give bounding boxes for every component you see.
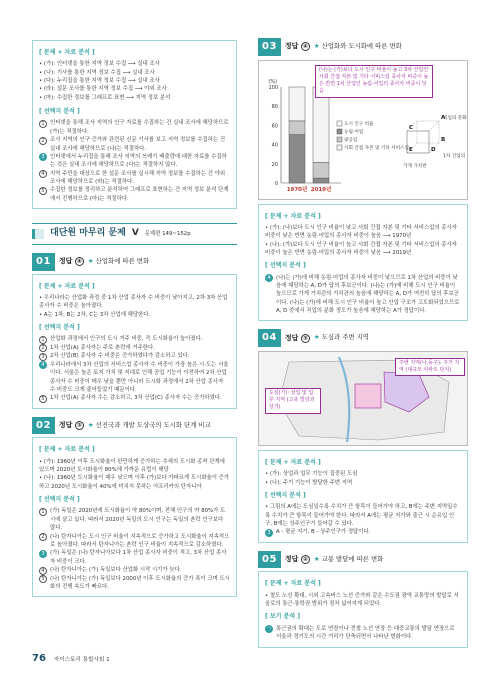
star-icon: ★ (313, 554, 320, 563)
cube-axis-label: 가게 가치관 (403, 163, 427, 169)
choice-number: 4 (39, 567, 47, 575)
choice-number: 2 (39, 137, 47, 145)
question-number: 05 (258, 551, 281, 569)
choice-text: (나) 탄자니아는 (가) 독일보다 2000년 이후 도시화율의 증가 폭이 크며 도시화의 진행 속도가 빠르다. (50, 575, 230, 590)
legend-label: 광공업 (344, 137, 358, 143)
choice-number: 1 (39, 508, 47, 516)
choice-number: 3 (39, 153, 47, 161)
question-title: ★ 선진국과 개발 도상국의 도시화 단계 비교 (87, 420, 211, 429)
question-02-header (32, 417, 237, 435)
choice-item (39, 335, 230, 344)
figure-callout: (나)는 (가)보다 도시 인구 비율이 높고 3차 산업인 사회 간접 자본 및 기타 서비스업 종사자 비중이 높은 반면 1차 산업인 농림·어업의 종사자 비중이 낮음 (315, 65, 433, 98)
choice-item (39, 119, 230, 136)
y-axis-unit: (%) (268, 78, 277, 85)
choice-number: 2 (39, 533, 47, 541)
choice-item (39, 361, 230, 395)
choice-number: 4 (39, 170, 47, 178)
x-category-label: 1970년 (286, 186, 308, 193)
choice-text: 1차 산업(A) 종사자는 주로 촌락에 거주한다. (50, 344, 155, 351)
chapter-review-banner (32, 223, 237, 245)
q05-box (258, 571, 468, 647)
choices-list (265, 503, 461, 537)
y-tick-label: 100 (268, 84, 278, 91)
legend-swatch (337, 129, 342, 134)
choice-number: 5 (39, 395, 47, 403)
choice-number: 3 (39, 550, 47, 558)
cube-axis-label: 직업의 분화 (443, 115, 467, 121)
right-map-callout: 주변 지역(나,동구): 주거 지역 (대규모 아파트 단지) (395, 358, 465, 377)
choice-item (39, 575, 230, 592)
analysis-tag: [ 문제 + 자료 분석 ] (39, 49, 95, 56)
question-01-header (32, 253, 237, 271)
banner-unit: V (131, 228, 139, 239)
analysis-line: • (마): 수집한 정보를 그래프로 표현 ⟶ 지역 정보 분석 (39, 94, 171, 101)
analysis-line: • 철도 노선 확대, 시외 고속버스 노선 증가와 같은 수도권 광역 교통망의 발달로 서울로의 통근·통학권 범위가 점차 넓어지게 되었다. (265, 592, 459, 608)
choice-item (39, 352, 230, 361)
choice-text: • 그림의 A에는 도심일수록 수치가 큰 항목이 들어가야 하고, B에는 주변 지역일수록 수치가 큰 항목이 들어가야 한다. 따라서 A에는 평균 지가와 출근 시 순유입 인구, B에는 상주인구가 들어갈 수 있다. (265, 504, 458, 528)
q04-box (258, 450, 468, 543)
book-icon (32, 229, 44, 239)
choices-tag: [ 보기 분석 ] (265, 613, 300, 621)
analysis-box-1 (32, 40, 237, 209)
question-title: ★ 산업화와 도시화에 따른 변화 (313, 41, 402, 50)
cube-point-label: C (409, 124, 414, 131)
question-number: 03 (258, 38, 281, 56)
legend-label: 사회 간접 자본 및 기타 서비스업 (344, 145, 409, 151)
bar-segment (313, 162, 329, 178)
q03-box (258, 204, 468, 322)
choice-item (265, 625, 461, 642)
choice-item (265, 528, 461, 537)
legend-swatch (337, 121, 342, 126)
choices-list (39, 335, 230, 403)
choice-text: 우리나라에서 3차 산업의 서비스업 종사자 수 비중이 가장 높은 시·도는 서울이다. 서울은 높은 토지 가치 및 지대로 인해 공업 기능이 이전하여 2차 산업 종사자 수 비중이 매우 낮을 뿐만 아니라 도시화 과정에서 2차 산업 종사자 수 비중도 크게 줄어들었기 때문이다. (50, 361, 229, 393)
analysis-line: • (나): 주거 기능이 발달한 주변 지역 (265, 479, 353, 486)
choice-text: 수집한 정보를 정리하고 분석하여 그래프로 표현하는 건 지역 정보 분석 단계에서 진행하므로 (마)는 적절하다. (50, 187, 229, 202)
question-number: 01 (32, 253, 55, 271)
choice-item (39, 170, 230, 187)
analysis-line: • 우리나라는 산업화 과정 중 1차 산업 종사자 수 비중이 낮아지고, 2차·3차 산업 종사자 수 비중은 높아졌다. (39, 294, 228, 310)
analysis-tag: [ 문제 + 자료 분석 ] (265, 580, 321, 588)
choice-item (39, 344, 230, 353)
answer: 정답 ② (284, 555, 308, 564)
choices-list (265, 274, 461, 316)
cube-point-label: A (441, 114, 446, 121)
answer: 정답 ③ (284, 333, 308, 342)
choice-number: 2 (39, 344, 47, 352)
analysis-tag: [ 문제 + 자료 분석 ] (39, 446, 95, 454)
q01-box (32, 274, 237, 409)
choices-list (39, 507, 230, 591)
analysis-line: • (나): 1960년 도시화율이 매우 낮으며 이후 (가)보다 가파르게 도시화율이 증가하고 2020년 도시화율이 40%에 미치지 못하는 아프리카의 탄자니아 (39, 475, 230, 490)
book-title: 자이스토리 통합사회 1 (53, 657, 110, 663)
choice-text: 산업화 과정에서 인구의 도시 거주 비중, 즉 도시화율이 높아졌다. (50, 336, 203, 343)
y-tick-label: 0 (274, 180, 278, 187)
analysis-line: • (가): 상업과 업무 기능이 집중된 도심 (265, 471, 358, 478)
cube-point-label: E (409, 146, 413, 153)
choice-item (265, 274, 461, 316)
cube-point-label: D (431, 146, 436, 153)
y-tick-label: 20 (271, 161, 278, 168)
choice-item (39, 394, 230, 403)
question-04-header (258, 329, 468, 347)
analysis-tag: [ 문제 + 자료 분석 ] (39, 282, 95, 290)
figure-q04-map (258, 351, 468, 446)
choices-tag: [ 선택지 분석 ] (265, 262, 306, 270)
right-column (258, 38, 468, 652)
question-title: ★ 도심과 주변 지역 (313, 333, 369, 342)
choice-text: 통근권의 확대는 도로 연장이나 전철 노선 연장 등 대중교통의 발달 연장으로 서울과 경기도의 시간 거리가 단축되면서 나타난 변화이다. (276, 625, 455, 641)
y-tick-label: 80 (271, 103, 278, 110)
bar-segment (289, 120, 305, 134)
y-tick-label: 60 (271, 122, 278, 129)
legend-swatch (337, 137, 342, 142)
question-05-header (258, 551, 468, 569)
choice-item (39, 566, 230, 575)
analysis-list (265, 592, 461, 609)
choice-text: 2차 산업(B) 종사자 수 비중은 증가하였다가 감소하고 있다. (50, 353, 190, 360)
choice-text: 인터넷에서 누리집을 통해 조사 지역의 쓰레기 배출량에 대한 자료를 수집하는 것은 실내 조사에 해당하므로 (다)는 적절하지 않다. (50, 153, 227, 169)
figure-q03 (258, 60, 468, 200)
choice-item (39, 153, 230, 170)
analysis-tag: [ 문제 + 자료 분석 ] (265, 212, 321, 220)
analysis-line: • A는 1차, B는 2차, C는 3차 산업에 해당한다. (39, 311, 151, 318)
choice-item (39, 549, 230, 566)
choice-item (39, 136, 230, 153)
analysis-tag: [ 문제 + 자료 분석 ] (265, 458, 321, 466)
choice-item (39, 507, 230, 532)
choice-item (39, 186, 230, 203)
analysis-line: • (가): (나)보다 도시 인구 비율이 낮고 사회 간접 자본 및 기타 서비스업의 종사자 비중이 낮은 반면 농림·어업의 종사자 비중이 높음 ⟶ 1970년 (265, 224, 457, 240)
choice-text: (나) 탄자니아는 도시 인구 비율이 지속적으로 증가하고 도시화율이 지속적으로 높아졌다. 따라서 탄자니아는 촌락 인구 비율이 지속적으로 감소하였다. (50, 533, 230, 548)
legend-label: 농림·어업 (344, 129, 364, 135)
question-03-header (258, 38, 468, 56)
answer: 정답 ④ (284, 42, 308, 51)
choices-tag: [ 선택지 분석 ] (265, 492, 306, 500)
question-number: 02 (32, 417, 55, 435)
star-icon: ★ (87, 420, 94, 429)
choice-number: 4 (39, 361, 47, 369)
bar-segment (289, 134, 305, 182)
analysis-list (265, 224, 461, 258)
page-footer (32, 651, 110, 667)
y-tick-label: 40 (271, 142, 278, 149)
answer: 정답 ④ (58, 257, 82, 266)
choice-text: (가) 독일은 (나) 탄자니아보다 1차 산업 종사자 비중이 적고, 3차 산업 종사자 비중이 크다. (50, 550, 227, 565)
cube-point-label: B (441, 136, 446, 143)
analysis-line: • (나): (가)보다 도시 인구 비율이 높고 사회 간접 자본 및 기타 서비스업의 종사자 비중이 높은 반면 농림·어업의 종사자 비중이 낮음 ⟶ 2019년 (265, 241, 457, 256)
analysis-list (39, 60, 230, 102)
downtown-area (355, 384, 381, 408)
choice-number: 4 (265, 274, 273, 282)
page-number: 76 (32, 653, 46, 664)
bar-segment (313, 87, 329, 162)
question-title: ★ 산업화에 따른 변화 (87, 256, 150, 265)
choice-number: 1 (39, 120, 47, 128)
star-icon: ★ (87, 256, 94, 265)
x-category-label: 2019년 (310, 186, 332, 193)
analysis-list (39, 294, 230, 319)
star-icon: ★ (313, 41, 320, 50)
choice-number: 1 (39, 336, 47, 344)
analysis-line: • (나): 기사를 통한 지역 정보 수집 ⟶ 실내 조사 (39, 69, 155, 76)
question-number: 04 (258, 329, 281, 347)
choice-text: 인터넷을 통해 조사 지역의 인구 자료를 수집하는 건 실내 조사에 해당하므로 (가)는 적절하다. (50, 120, 229, 135)
choice-item (265, 503, 461, 528)
bar-segment (313, 178, 329, 183)
choice-text: A - 평균 지가, B - 상주인구가 정답이다. (276, 529, 371, 536)
choice-text: 지역 주민을 대상으로 한 설문 조사를 실시해 지역 정보를 수집하는 건 야외 조사에 해당하므로 (라)는 적절하다. (50, 170, 226, 186)
choice-text: (나)는 (가)에 비해 농림·어업의 종사자 비중이 낮으므로 1차 산업의 비중이 낮음에 해당하는 A, D가 답의 후보군이다. (나)는 (가)에 비해 도시 인구 비율이 높으므로 가게 가치관의 가치관의 높음에 해당하는 A, D가 여전히 답의 후보군이다. (나)는 (가)에 비해 도시 인구 비율이 높고 산업 구조가 고도화되었으므로 A, D 중에서 직업의 분화 정도가 높음에 해당하는 A가 정답이다. (276, 274, 460, 315)
choice-text: 1차 산업(A) 종사자 수는 감소하고, 3차 산업(C) 종사자 수는 증가하였다. (50, 395, 222, 402)
analysis-line: • (가): 인터넷을 통한 지역 정보 수집 ⟶ 실내 조사 (39, 61, 160, 68)
choice-number: 5 (39, 575, 47, 583)
banner-pages: 문제편 149~152p (144, 231, 191, 237)
analysis-list (39, 458, 230, 492)
choice-number: ㄱ (266, 626, 272, 633)
choices-tag: [ 선택지 분석 ] (39, 324, 80, 332)
choice-number: 3 (265, 529, 273, 537)
q02-box (32, 437, 237, 597)
choices-tag: [ 선택지 분석 ] (39, 496, 80, 504)
choices-tag: [ 선택지 분석 ] (39, 108, 80, 116)
analysis-line: • (다): 누리집을 통한 지역 정보 수집 ⟶ 실내 조사 (39, 78, 160, 85)
left-map-callout: 도심(가): 상업 및 업무 지역 (고층 빌딩과 상가) (265, 388, 321, 414)
legend-label: 도시 인구 비율 (344, 121, 374, 127)
choices-list (265, 625, 461, 642)
choice-number: 3 (39, 353, 47, 361)
cube-edge (429, 121, 439, 131)
cube-axis-label: 1차 산업의 (443, 153, 466, 159)
answer: 정답 ③ (58, 421, 82, 430)
choice-item (39, 533, 230, 550)
choice-number: 5 (39, 187, 47, 195)
star-icon: ★ (313, 333, 320, 342)
analysis-line: • (라): 설문 조사를 통한 지역 정보 수집 ⟶ 야외 조사 (39, 86, 167, 93)
analysis-line: • (가): 1960년 이후 도시화율이 완만하게 증가하는 추세의 도시화 종착 단계에 있으며 2020년 도시화율이 80%에 가까운 유럽이 해당 (39, 458, 225, 474)
banner-title: 대단원 마무리 문제 (50, 228, 126, 239)
choice-text: (나) 탄자니아는 (가) 독일보다 산업화 시작 시기가 늦다. (50, 567, 182, 574)
left-column (32, 40, 237, 601)
choices-list (39, 119, 230, 203)
choice-text: 조사 지역의 인구 증가와 관련된 신문 기사를 보고 지역 정보를 수집하는 건 실내 조사에 해당하므로 (나)는 적절하다. (50, 137, 226, 152)
choice-text: (가) 독일은 2020년에 도시화율이 약 80%이며, 전체 인구의 약 80%가 도시에 살고 있다. 따라서 2020년 독일의 도시 인구는 독일의 촌락 인구보다 많다. (50, 508, 226, 532)
bar-segment (289, 87, 305, 121)
analysis-list (265, 470, 461, 487)
legend-swatch (337, 145, 342, 150)
question-title: ★ 교통 발달에 따른 변화 (313, 554, 384, 563)
